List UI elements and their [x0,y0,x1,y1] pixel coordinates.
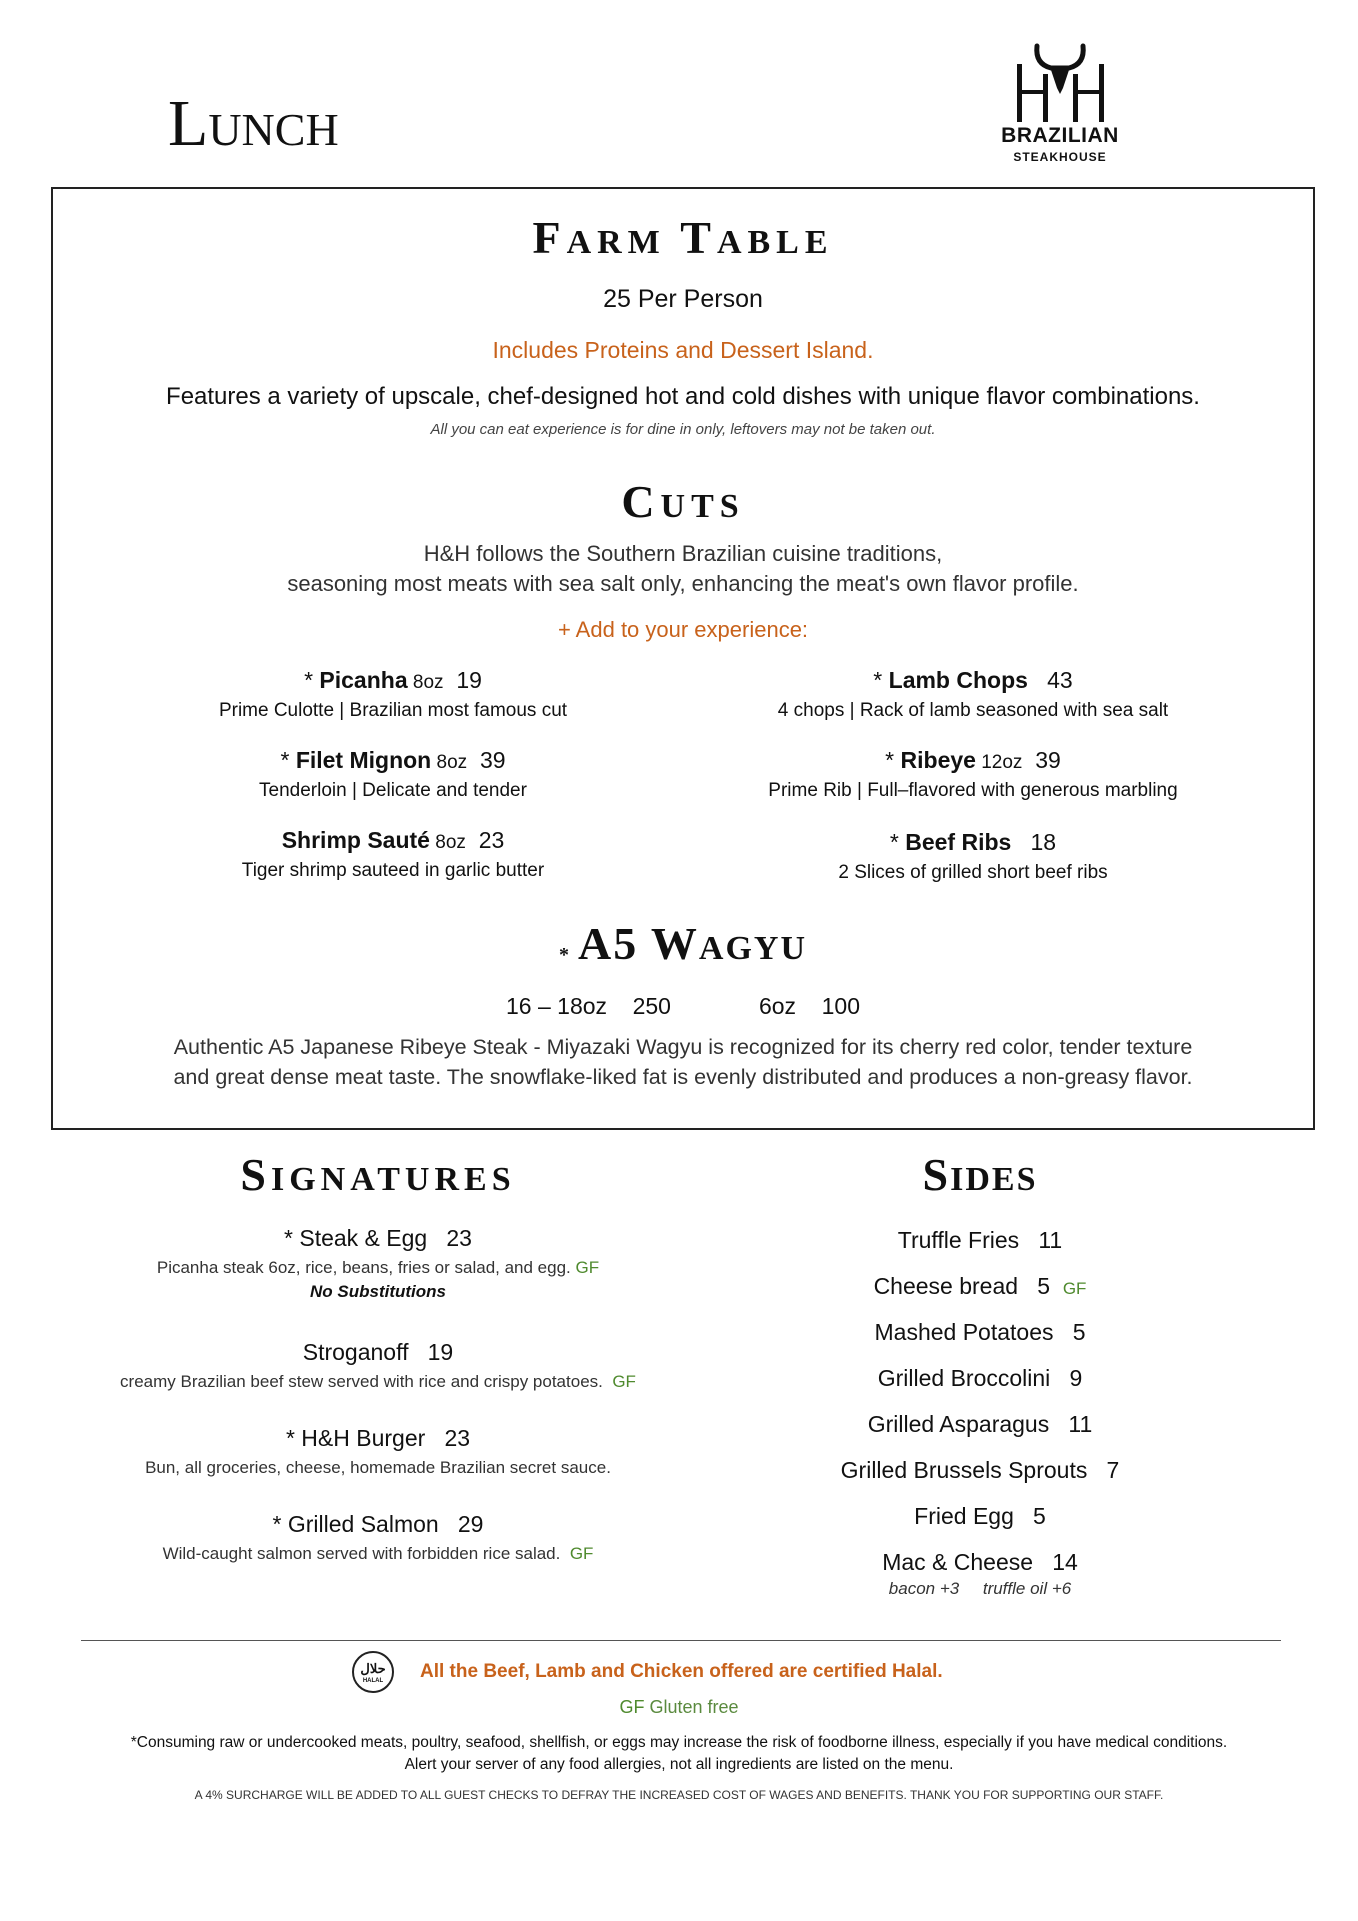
side-item: Mashed Potatoes 5 [874,1319,1086,1345]
gf-badge: GF [569,1544,594,1563]
cuts-desc-line1: H&H follows the Southern Brazilian cuisine traditions, [423,541,943,566]
side-item: Mac & Cheese 14 [882,1549,1078,1575]
gf-badge: GF [575,1258,600,1277]
signatures-title: SIGNATURES [240,1149,516,1200]
side-item: Grilled Asparagus 11 [867,1411,1093,1437]
cut-item: * Lamb Chops 43 4 chops | Rack of lamb seasoned with sea salt [777,667,1169,721]
logo-sub-text: STEAKHOUSE [1013,150,1107,164]
side-item: Truffle Fries 11 [897,1227,1063,1253]
signature-item: * Steak & Egg 23 Picanha steak 6oz, rice, beans, fries or salad, and egg. GF No Substitutions [78,1225,678,1339]
farm-table-title: FARM TABLE [532,212,834,263]
sides-title: SIDES [922,1149,1038,1200]
gf-legend: GF Gluten free [619,1697,739,1717]
wagyu-desc-line2: and great dense meat taste. The snowflake-liked fat is evenly distributed and produces a non-greasy flavor. [173,1065,1193,1089]
farm-table-features: Features a variety of upscale, chef-designed hot and cold dishes with unique flavor combinations. [166,383,1200,410]
side-item: Cheese bread 5 GF [873,1273,1087,1299]
food-warning-line1: *Consuming raw or undercooked meats, poultry, seafood, shellfish, or eggs may increase the risk of foodborne illness, especially if you have medical conditions. [130,1734,1228,1751]
gf-badge: GF [612,1372,636,1391]
page-title: LUNCH [168,87,339,160]
signature-item: * H&H Burger 23 Bun, all groceries, cheese, homemade Brazilian secret sauce. [145,1425,611,1477]
cut-item: * Picanha 8oz 19 Prime Culotte | Brazilian most famous cut [218,667,568,721]
cuts-add-label: + Add to your experience: [557,617,809,642]
farm-table-includes: Includes Proteins and Dessert Island. [492,337,874,363]
side-item: Grilled Broccolini 9 [877,1365,1083,1391]
cuts-right-column [713,667,1233,909]
signatures-section [78,1148,678,1597]
cut-item: Shrimp Sauté 8oz 23 Tiger shrimp sauteed in garlic butter [241,827,545,881]
side-item: Fried Egg 5 [914,1503,1046,1529]
sides-section [800,1148,1160,1599]
cut-item: * Ribeye 12oz 39 Prime Rib | Full–flavored with generous marbling [768,747,1178,801]
no-substitutions-note: No Substitutions [310,1282,446,1301]
cuts-desc-line2: seasoning most meats with sea salt only, enhancing the meat's own flavor profile. [287,571,1079,596]
farm-table-price: 25 Per Person [603,285,763,313]
brand-logo [985,38,1135,168]
food-warning-line2: Alert your server of any food allergies, not all ingredients are listed on the menu. [404,1756,954,1773]
logo-brand-text: BRAZILIAN [1001,124,1119,147]
side-item: Grilled Brussels Sprouts 7 [840,1457,1120,1483]
signature-item: * Grilled Salmon 29 Wild-caught salmon served with forbidden rice salad. GF [162,1511,594,1563]
gf-badge: GF [1062,1279,1087,1298]
cuts-left-column [153,667,633,907]
wagyu-options: 16 – 18oz 250 6oz 100 [506,993,860,1019]
farm-table-section [51,187,1315,1130]
halal-icon: حلال HALAL [352,1651,394,1693]
surcharge-notice: A 4% SURCHARGE WILL BE ADDED TO ALL GUEST CHECKS TO DEFRAY THE INCREASED COST OF WAGES AND BENEFITS. THANK YOU FOR SUPPORTING OUR STAFF. [194,1788,1164,1802]
cut-item: * Beef Ribs 18 2 Slices of grilled short beef ribs [838,829,1108,883]
mac-cheese-addons: bacon +3 truffle oil +6 [888,1579,1072,1598]
signature-item: Stroganoff 19 creamy Brazilian beef stew served with rice and crispy potatoes. GF [120,1339,636,1391]
bull-hh-logo-icon [985,38,1135,128]
cut-item: * Filet Mignon 8oz 39 Tenderloin | Delicate and tender [259,747,527,801]
footer-divider [81,1640,1281,1641]
wagyu-title: * A5 WAGYU [559,918,807,969]
wagyu-desc-line1: Authentic A5 Japanese Ribeye Steak - Miyazaki Wagyu is recognized for its cherry red color, tender texture [173,1035,1193,1059]
cuts-title: CUTS [621,476,745,527]
farm-table-note: All you can eat experience is for dine in only, leftovers may not be taken out. [430,421,936,438]
halal-statement: All the Beef, Lamb and Chicken offered are certified Halal. [420,1661,943,1682]
